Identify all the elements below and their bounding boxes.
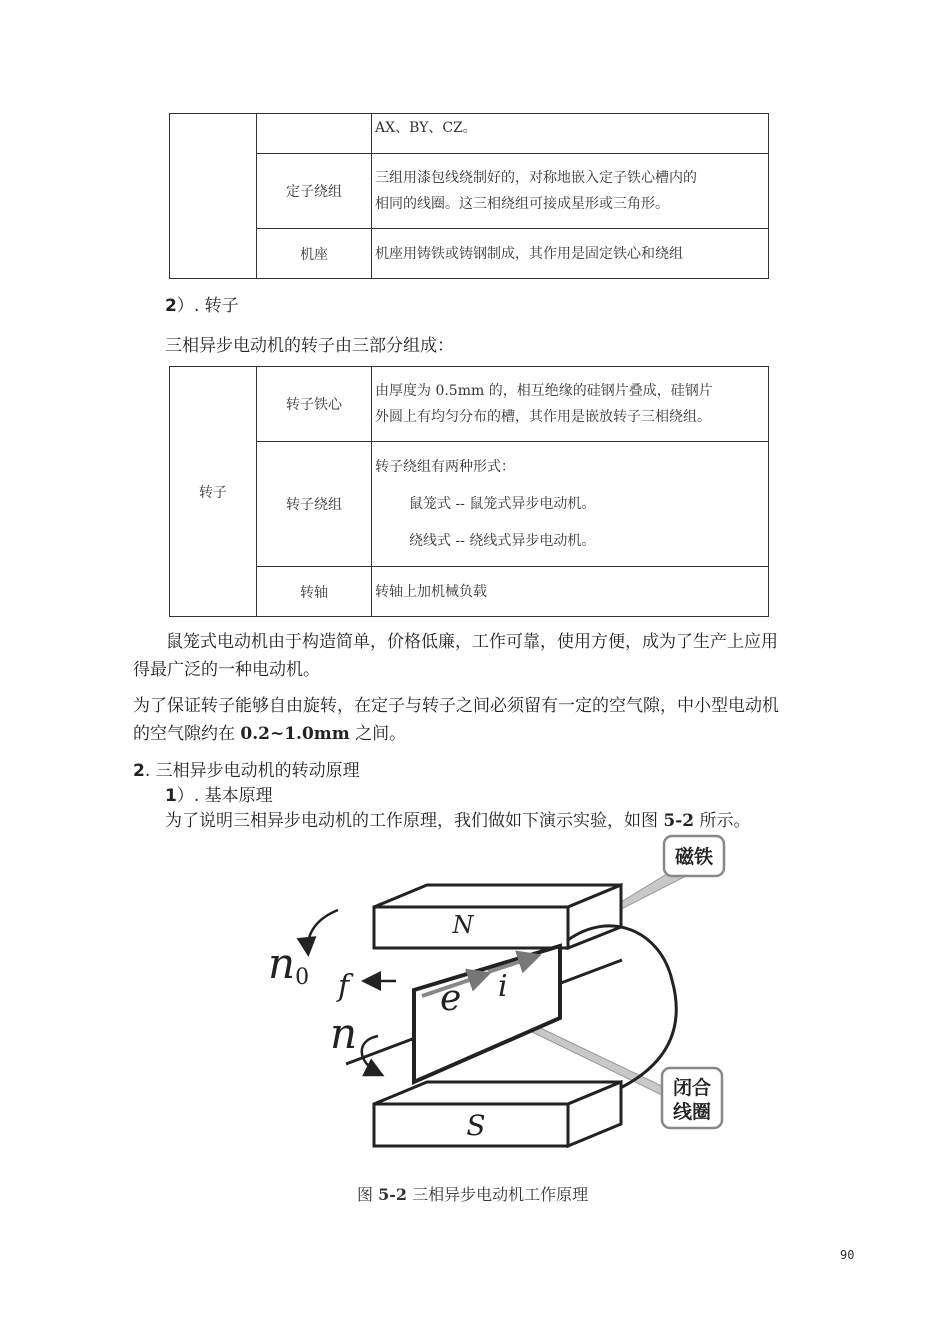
stator-row3-name: 机座	[257, 229, 372, 279]
rotor-row2-desc-line1: 转子绕组有两种形式：	[375, 458, 515, 475]
stator-row1-desc: AX、BY、CZ。	[372, 114, 769, 154]
rotor-row1-desc-line2: 外圆上有均匀分布的槽，其作用是嵌放转子三相绕组。	[375, 409, 711, 425]
symbol-n0: n0	[268, 939, 310, 990]
closed-coil	[414, 946, 560, 1082]
n0-rotation-arrow	[308, 910, 338, 952]
subsection-1-text: ）. 基本原理	[176, 786, 273, 806]
stator-row2-name: 定子绕组	[257, 154, 372, 229]
para1-line1: 鼠笼式电动机由于构造简单，价格低廉，工作可靠，使用方便，成为了生产上应用	[166, 632, 778, 652]
sub1-text-pre: 为了说明三相异步电动机的工作原理，我们做如下演示实验，如图	[165, 811, 664, 831]
section-2-text: . 三相异步电动机的转动原理	[144, 761, 360, 781]
stator-row3-desc: 机座用铸铁或铸钢制成，其作用是固定铁心和绕组	[372, 229, 769, 279]
rotor-row2-name: 转子绕组	[257, 442, 372, 567]
caption-pre: 图	[357, 1185, 379, 1204]
symbol-i: i	[498, 969, 508, 1004]
rotor-intro: 三相异步电动机的转子由三部分组成：	[165, 336, 454, 356]
sub1-text-bold: 5-2	[663, 811, 695, 831]
rotor-row1-name: 转子铁心	[257, 367, 372, 442]
symbol-e: e	[440, 978, 462, 1019]
rotor-heading-text: ）. 转子	[176, 296, 239, 316]
coil-label-line1: 闭合	[672, 1077, 712, 1099]
sub1-text-post: 所示。	[694, 811, 751, 831]
rotor-heading-num: 2	[165, 296, 177, 316]
para2-line2-bold: 0.2~1.0mm	[240, 724, 350, 744]
rotor-group-cell: 转子	[170, 367, 257, 617]
rotor-row2-desc-line3: 绕线式 -- 绕线式异步电动机。	[409, 532, 596, 549]
page-number: 90	[840, 1248, 855, 1262]
north-pole-magnet	[374, 885, 621, 948]
symbol-n: n	[330, 1009, 358, 1058]
pole-s-label: S	[466, 1109, 486, 1142]
stator-row2-desc-line2: 相同的线圈。这三相绕组可接成星形或三角形。	[375, 196, 669, 212]
caption-text: 三相异步电动机工作原理	[407, 1185, 589, 1204]
section-2-num: 2	[133, 761, 145, 781]
para2-line1: 为了保证转子能够自由旋转，在定子与转子之间必须留有一定的空气隙，中小型电动机	[133, 696, 779, 716]
subsection-1-num: 1	[165, 786, 177, 806]
rotor-row3-desc: 转轴上加机械负载	[372, 567, 769, 617]
coil-return-loop	[568, 926, 676, 1106]
para2-line2-post: 之间。	[349, 724, 407, 744]
south-pole-magnet	[374, 1082, 621, 1146]
rotor-row1-desc-line1: 由厚度为 0.5mm 的，相互绝缘的硅钢片叠成，硅钢片	[375, 383, 713, 399]
symbol-f: f	[338, 969, 350, 1004]
para1-line2: 得最广泛的一种电动机。	[133, 660, 320, 680]
stator-row2-desc-line1: 三组用漆包线绕制好的，对称地嵌入定子铁心槽内的	[375, 170, 697, 186]
rotor-row2-desc-line2: 鼠笼式 -- 鼠笼式异步电动机。	[409, 495, 596, 512]
rotor-row3-name: 转轴	[257, 567, 372, 617]
para2-line2-pre: 的空气隙约在	[133, 724, 241, 744]
figure-caption	[357, 1182, 588, 1205]
magnet-label: 磁铁	[674, 846, 714, 868]
caption-num: 5-2	[378, 1185, 407, 1204]
coil-label-line2: 线圈	[672, 1101, 712, 1123]
pole-n-label: N	[452, 911, 474, 939]
